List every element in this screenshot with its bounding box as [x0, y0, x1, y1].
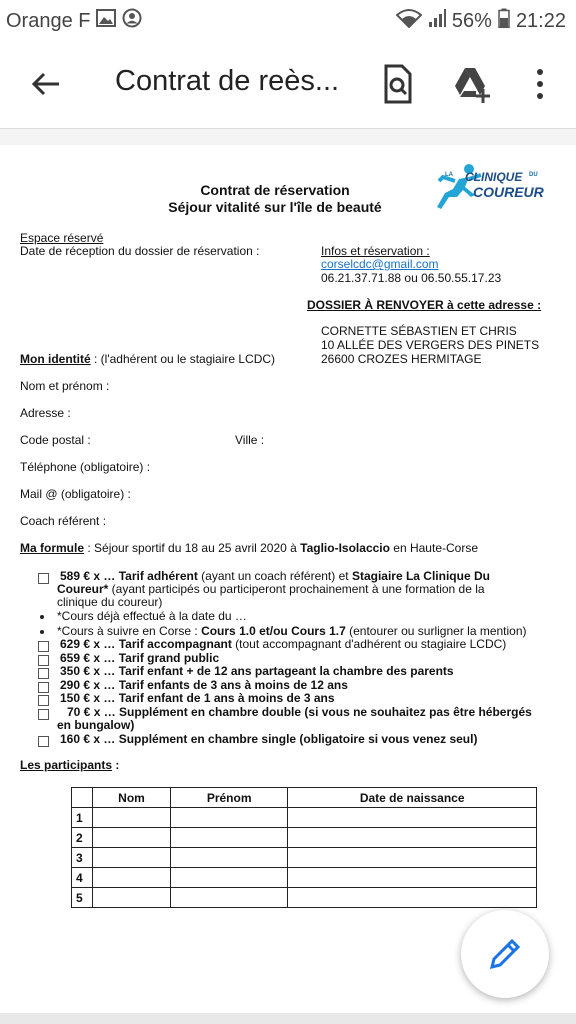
cell-prenom[interactable]	[170, 868, 287, 888]
line-tarif-enfant-3-12: 290 € x … Tarif enfants de 3 ans à moins de 12 ans	[60, 678, 348, 692]
cell-prenom[interactable]	[170, 848, 287, 868]
checkbox-supplement-single[interactable]	[38, 736, 49, 747]
clinique-du-coureur-logo	[425, 157, 550, 213]
line-supplement-double-2: en bungalow)	[57, 718, 135, 732]
field-mail: Mail @ (obligatoire) :	[20, 487, 131, 501]
row-number: 2	[72, 828, 93, 848]
contact-phones: 06.21.37.71.88 ou 06.50.55.17.23	[321, 271, 502, 285]
infos-reservation: Infos et réservation :	[321, 244, 430, 258]
ma-formule: Ma formule : Séjour sportif du 18 au 25 avril 2020 à Taglio-Isolaccio en Haute-Corse	[20, 541, 478, 555]
table-row	[72, 828, 537, 848]
mon-identite: Mon identité : (l'adhérent ou le stagiaire LCDC)	[20, 352, 276, 366]
add-to-drive-icon[interactable]	[452, 62, 492, 106]
line-cours-corse: *Cours à suivre en Corse : Cours 1.0 et/ou Cours 1.7 (entourer ou surligner la mention)	[57, 624, 527, 638]
line-tarif-grand-public: 659 € x … Tarif grand public	[60, 651, 220, 665]
checkbox-supplement-double[interactable]	[38, 709, 49, 720]
row-number: 5	[72, 888, 93, 908]
address-line-3: 26600 CROZES HERMITAGE	[321, 352, 482, 366]
status-bar	[0, 0, 576, 38]
cell-naissance[interactable]	[288, 888, 537, 908]
field-code-postal: Code postal :	[20, 433, 91, 447]
logo-coureur: COUREUR	[473, 184, 544, 200]
participants-table	[71, 787, 537, 908]
logo-clinique: CLINIQUE	[465, 170, 523, 184]
cell-prenom[interactable]	[170, 828, 287, 848]
line-supplement-single: 160 € x … Supplément en chambre single (obligatoire si vous venez seul)	[60, 732, 478, 746]
date-reception-label: Date de réception du dossier de réservation :	[20, 244, 260, 258]
pencil-icon	[488, 937, 522, 971]
cell-prenom[interactable]	[170, 808, 287, 828]
doc-title: Contrat de réservation Séjour vitalité sur l'île de beauté	[168, 182, 382, 215]
cell-nom[interactable]	[93, 888, 171, 908]
field-adresse: Adresse :	[20, 406, 71, 420]
field-coach: Coach référent :	[20, 514, 107, 528]
table-row	[72, 808, 537, 828]
cell-nom[interactable]	[93, 868, 171, 888]
dossier-renvoyer: DOSSIER À RENVOYER à cette adresse :	[307, 298, 542, 312]
checkbox-tarif-accompagnant[interactable]	[38, 641, 49, 652]
field-ville: Ville :	[235, 433, 265, 447]
espace-reserve: Espace réservé	[20, 231, 104, 245]
find-in-document-icon[interactable]	[378, 62, 418, 106]
cell-naissance[interactable]	[288, 828, 537, 848]
bottom-nav-strip	[0, 1013, 576, 1024]
checkbox-tarif-enfant-3-12[interactable]	[38, 682, 49, 693]
les-participants: Les participants :	[20, 758, 120, 772]
checkbox-tarif-enfant-12[interactable]	[38, 668, 49, 679]
back-arrow-icon[interactable]	[26, 64, 66, 104]
battery-percent: 56%	[451, 9, 492, 32]
logo-du: DU	[529, 172, 538, 178]
cell-naissance[interactable]	[288, 808, 537, 828]
checkbox-tarif-adherent[interactable]	[38, 573, 49, 584]
line-tarif-adherent: 589 € x … Tarif adhérent (ayant un coach référent) et Stagiaire La Clinique Du	[60, 569, 490, 583]
address-line-2: 10 ALLÉE DES VERGERS DES PINETS	[321, 338, 540, 352]
checkbox-tarif-enfant-1-3[interactable]	[38, 695, 49, 706]
cell-naissance[interactable]	[288, 848, 537, 868]
battery-icon	[498, 8, 510, 34]
cell-nom[interactable]	[93, 828, 171, 848]
table-header-naissance: Date de naissance	[288, 788, 537, 808]
account-icon	[122, 8, 142, 34]
row-number: 4	[72, 868, 93, 888]
field-nom-prenom: Nom et prénom :	[20, 379, 110, 393]
cell-nom[interactable]	[93, 808, 171, 828]
document-title: Contrat de reès...	[115, 65, 340, 97]
line-tarif-adherent-3: clinique du coureur)	[57, 595, 163, 609]
row-number: 3	[72, 848, 93, 868]
contact-email-link[interactable]: corselcdc@gmail.com	[321, 257, 439, 271]
address-line-1: CORNETTE SÉBASTIEN ET CHRIS	[321, 324, 517, 338]
line-tarif-accompagnant: 629 € x … Tarif accompagnant (tout accompagnant d'adhérent ou stagiaire LCDC)	[60, 637, 507, 651]
logo-la: LA	[445, 172, 453, 178]
line-tarif-adherent-2: Coureur* (ayant participés ou participeront prochainement à une formation de la	[57, 582, 485, 596]
table-header-prenom: Prénom	[170, 788, 287, 808]
line-cours-effectue: *Cours déjà effectué à la date du …	[57, 609, 247, 623]
line-tarif-enfant-1-3: 150 € x … Tarif enfant de 1 ans à moins de 3 ans	[60, 691, 335, 705]
clock: 21:22	[515, 9, 566, 32]
line-supplement-double: 70 € x … Supplément en chambre double (si vous ne souhaitez pas être hébergés	[67, 705, 532, 719]
table-header-num	[72, 788, 93, 808]
image-icon	[96, 9, 116, 33]
cell-nom[interactable]	[93, 848, 171, 868]
cell-prenom[interactable]	[170, 888, 287, 908]
wifi-icon	[396, 8, 422, 34]
bullet	[40, 615, 44, 619]
table-header-nom: Nom	[93, 788, 171, 808]
table-header-row	[72, 788, 537, 808]
signal-icon	[428, 8, 446, 34]
field-telephone: Téléphone (obligatoire) :	[20, 460, 151, 474]
edit-fab-button[interactable]	[461, 910, 549, 998]
carrier-name: Orange F	[6, 9, 91, 32]
table-row	[72, 868, 537, 888]
table-row	[72, 888, 537, 908]
line-tarif-enfant-12: 350 € x … Tarif enfant + de 12 ans partageant la chambre des parents	[60, 664, 454, 678]
app-bar	[0, 38, 576, 129]
cell-naissance[interactable]	[288, 868, 537, 888]
document-page	[0, 145, 576, 1013]
checkbox-tarif-grand-public[interactable]	[38, 655, 49, 666]
table-row	[72, 848, 537, 868]
row-number: 1	[72, 808, 93, 828]
more-options-icon[interactable]	[520, 62, 560, 106]
bullet	[40, 630, 44, 634]
